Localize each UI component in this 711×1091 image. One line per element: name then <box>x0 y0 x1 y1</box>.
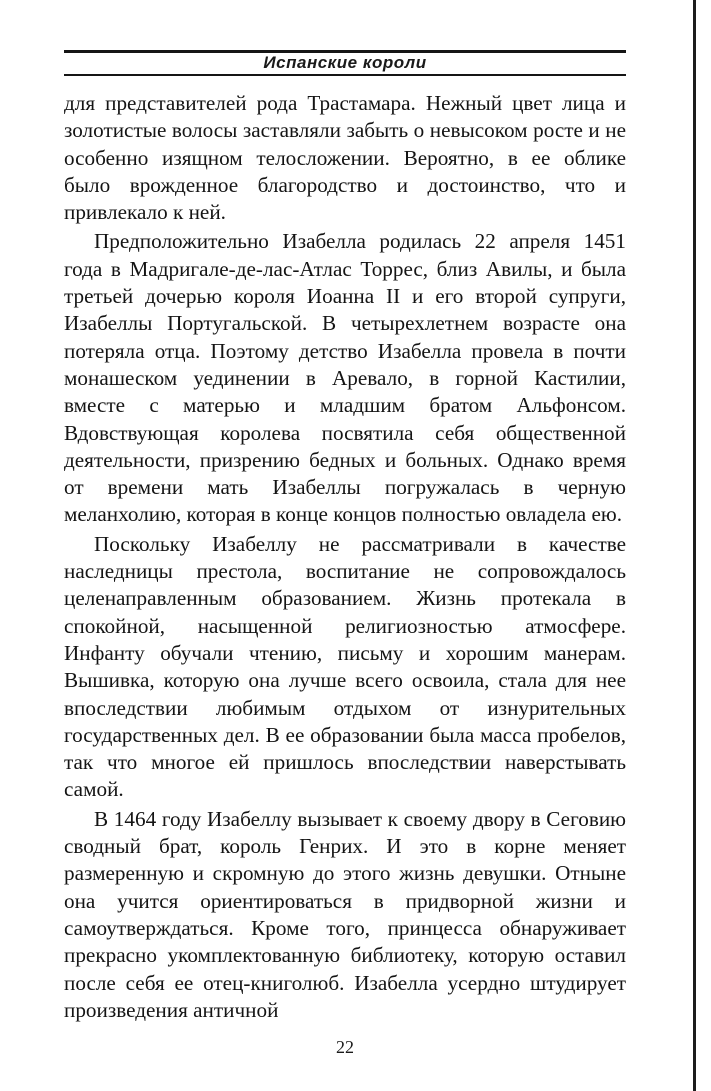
header-bottom-rule <box>64 74 626 76</box>
paragraph-education: Поскольку Изабеллу не рассматривали в качестве наследницы престола, воспитание не сопровождалось целенаправленным образованием. Жизнь протекала в спокойной, насыщенной религиозностью атмосфере. Инфанту обучали чтению, письму и хорошим манерам. Вышивка, которую она лучше всего освоила, стала для нее впоследствии любимым отдыхом от изнурительных государственных дел. В ее образовании была масса пробелов, так что многое ей пришлось впоследствии наверстывать самой. <box>64 531 626 802</box>
paragraph-continued: для представителей рода Трастамара. Нежный цвет лица и золотистые волосы заставляли забыть о невысоком росте и не особенно изящном телосложении. Вероятно, в ее облике было врожденное благородство и достоинство, что и привлекало к ней. <box>64 91 626 225</box>
scan-edge-line <box>693 0 696 1091</box>
body-text <box>64 90 626 1024</box>
page-number: 22 <box>336 1037 354 1057</box>
paragraph-birth: Предположительно Изабелла родилась 22 апреля 1451 года в Мадригале-де-лас-Атлас Торрес, близ Авилы, и была третьей дочерью короля Иоанна II и его второй супруги, Изабеллы Португальской. В четырехлетнем возрасте она потеряла отца. Поэтому детство Изабелла провела в почти монашеском уединении в Аревало, в горной Кастилии, вместе с матерью и младшим братом Альфонсом. Вдовствующая королева посвятила себя общественной деятельности, призрению бедных и больных. Однако время от времени мать Изабеллы погружалась в черную меланхолию, которая в конце концов полностью овладела ею. <box>64 229 626 527</box>
paragraph-segovia: В 1464 году Изабеллу вызывает к своему двору в Сеговию сводный брат, король Генрих. И это в корне меняет размеренную и скромную до этого жизнь девушки. Отныне она учится ориентироваться в придворной жизни и самоутверждаться. Кроме того, принцесса обнаруживает прекрасно укомплектованную библиотеку, которую оставил после себя ее отец-книголюб. Изабелла усердно штудирует произведения античной <box>64 806 626 1022</box>
running-header: Испанские короли <box>263 53 427 72</box>
